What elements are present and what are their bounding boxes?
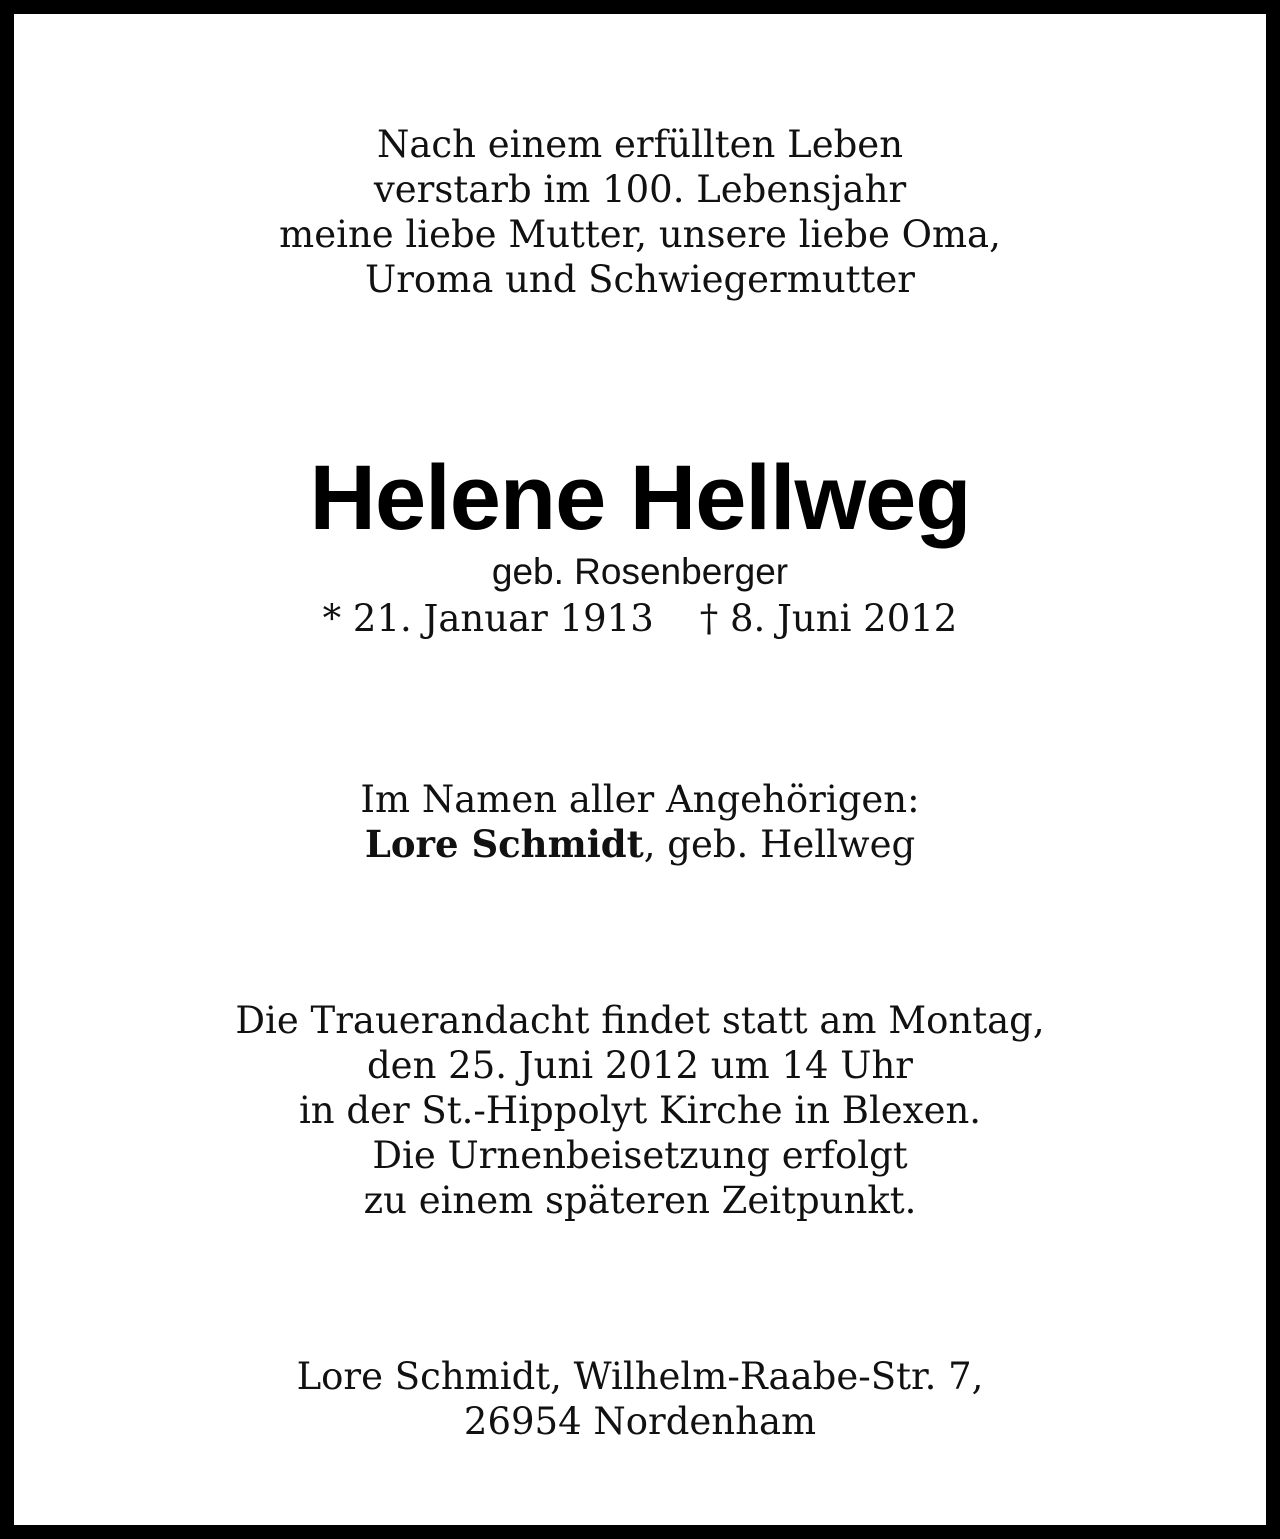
service-line: zu einem späteren Zeitpunkt. [363,1179,917,1222]
family-signature [14,777,1266,867]
signer-line [14,822,1266,867]
address-line: 26954 Nordenham [463,1400,817,1443]
birth-date: * 21. Januar 1913 [322,597,654,640]
signer-name: Lore Schmidt [364,822,644,866]
intro-line: meine liebe Mutter, unsere liebe Oma, [279,213,1001,256]
maiden-name: geb. Rosenberger [491,551,789,592]
service-line: Die Trauerandacht findet statt am Montag, [235,999,1045,1042]
service-line: Die Urnenbeisetzung erfolgt [372,1134,908,1177]
deceased-name: Helene Hellweg [309,447,971,549]
service-line: den 25. Juni 2012 um 14 Uhr [366,1044,913,1087]
intro-line: verstarb im 100. Lebensjahr [373,168,907,211]
contact-address [14,1354,1266,1444]
death-date: † 8. Juni 2012 [699,597,958,640]
life-dates [14,596,1266,641]
signer-suffix: , geb. Hellweg [643,823,916,866]
intro-text [14,122,1266,302]
family-intro: Im Namen aller Angehörigen: [360,778,920,821]
service-details [14,998,1266,1223]
service-line: in der St.-Hippolyt Kirche in Blexen. [298,1089,982,1132]
intro-line: Uroma und Schwiegermutter [365,258,915,301]
address-line: Lore Schmidt, Wilhelm-Raabe-Str. 7, [296,1355,984,1398]
intro-line: Nach einem erfüllten Leben [376,123,904,166]
